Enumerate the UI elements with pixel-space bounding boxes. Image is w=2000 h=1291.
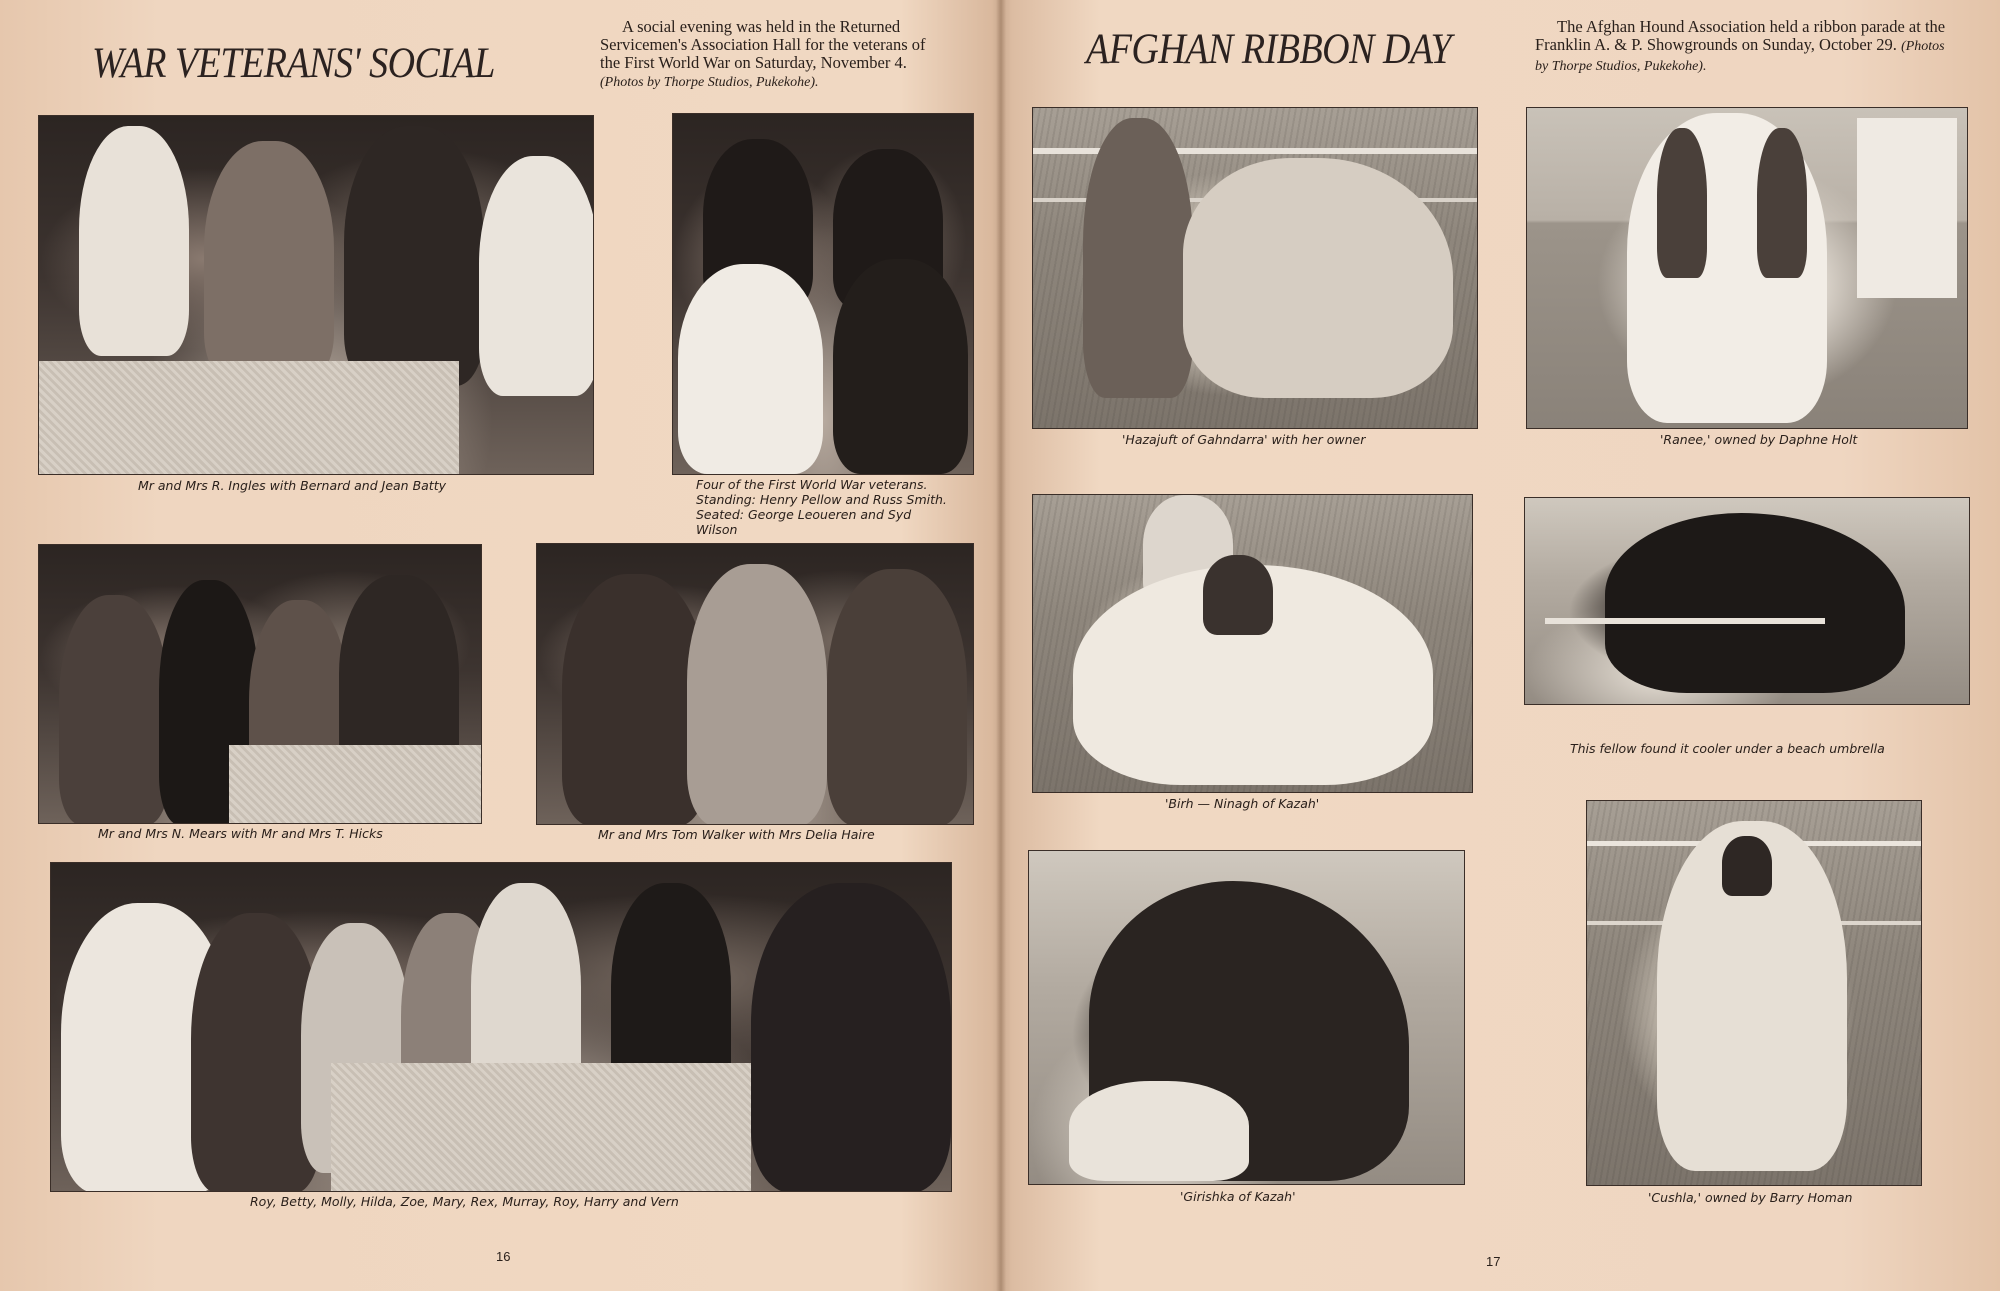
left-intro	[600, 18, 935, 92]
photo-ingles-batty	[38, 115, 594, 475]
photo-group-table	[50, 862, 952, 1192]
photo-mears-hicks	[38, 544, 482, 824]
person-figure	[751, 883, 951, 1192]
page-number-17: 17	[1486, 1254, 1501, 1269]
caption-dog6: 'Cushla,' owned by Barry Homan	[1648, 1190, 1853, 1205]
person-figure	[827, 569, 967, 825]
person-figure	[204, 141, 334, 381]
left-headline: WAR VETERANS' SOCIAL	[92, 39, 495, 88]
caption-dog1: 'Hazajuft of Gahndarra' with her owner	[1122, 432, 1366, 447]
dog-figure	[1605, 513, 1905, 693]
right-intro-text: The Afghan Hound Association held a ribbon parade at the Franklin A. & P. Showgrounds on Sunday, October 29.	[1535, 17, 1946, 54]
person-figure	[833, 259, 968, 474]
left-intro-credit: (Photos by Thorpe Studios, Pukekohe).	[600, 75, 819, 90]
caption-dog3: 'Birh — Ninagh of Kazah'	[1165, 796, 1320, 811]
person-figure	[1083, 118, 1193, 398]
chair-frame	[1545, 618, 1825, 624]
dog-fur	[1069, 1081, 1249, 1181]
person-figure	[79, 126, 189, 356]
right-intro-credit: (Photos by Thorpe Studios, Pukekohe).	[1535, 39, 1945, 74]
photo-birh	[1032, 494, 1473, 793]
caption-dog5: 'Girishka of Kazah'	[1180, 1189, 1296, 1204]
right-intro	[1535, 18, 1960, 76]
caption-photo3: Mr and Mrs N. Mears with Mr and Mrs T. Hicks	[98, 826, 383, 841]
photo-cushla	[1586, 800, 1922, 1186]
caption-photo5: Roy, Betty, Molly, Hilda, Zoe, Mary, Rex, Murray, Roy, Harry and Vern	[250, 1194, 679, 1209]
photo-beach-umbrella	[1524, 497, 1970, 705]
person-figure	[678, 264, 823, 474]
dog-ear	[1657, 128, 1707, 278]
person-figure	[562, 574, 707, 825]
photo-hazajuft	[1032, 107, 1478, 429]
photo-veterans	[672, 113, 974, 475]
page-number-16: 16	[496, 1249, 511, 1264]
dog-head	[1722, 836, 1772, 896]
caption-dog4: This fellow found it cooler under a beach umbrella	[1570, 741, 1885, 756]
dog-head	[1203, 555, 1273, 635]
photo-ranee	[1526, 107, 1968, 429]
person-figure	[687, 564, 827, 825]
dog-ear	[1757, 128, 1807, 278]
photo-girishka	[1028, 850, 1465, 1185]
person-figure	[479, 156, 594, 396]
table	[39, 361, 459, 475]
left-intro-text: A social evening was held in the Returned Servicemen's Association Hall for the veterans of the First World War on Saturday, November 4.	[600, 17, 926, 72]
table	[331, 1063, 751, 1192]
photo-walker-haire	[536, 543, 974, 825]
caption-photo1: Mr and Mrs R. Ingles with Bernard and Jean Batty	[138, 478, 447, 493]
page-gutter	[996, 0, 1006, 1291]
bench	[1857, 118, 1957, 298]
dog-figure	[1183, 158, 1453, 398]
right-headline: AFGHAN RIBBON DAY	[1086, 25, 1452, 74]
person-figure	[59, 595, 169, 824]
caption-photo2: Four of the First World War veterans. Standing: Henry Pellow and Russ Smith. Seated: George Leoueren and Syd Wilson	[696, 477, 947, 537]
person-figure	[344, 126, 484, 386]
caption-photo4: Mr and Mrs Tom Walker with Mrs Delia Haire	[598, 827, 875, 842]
table	[229, 745, 482, 824]
caption-dog2: 'Ranee,' owned by Daphne Holt	[1660, 432, 1858, 447]
